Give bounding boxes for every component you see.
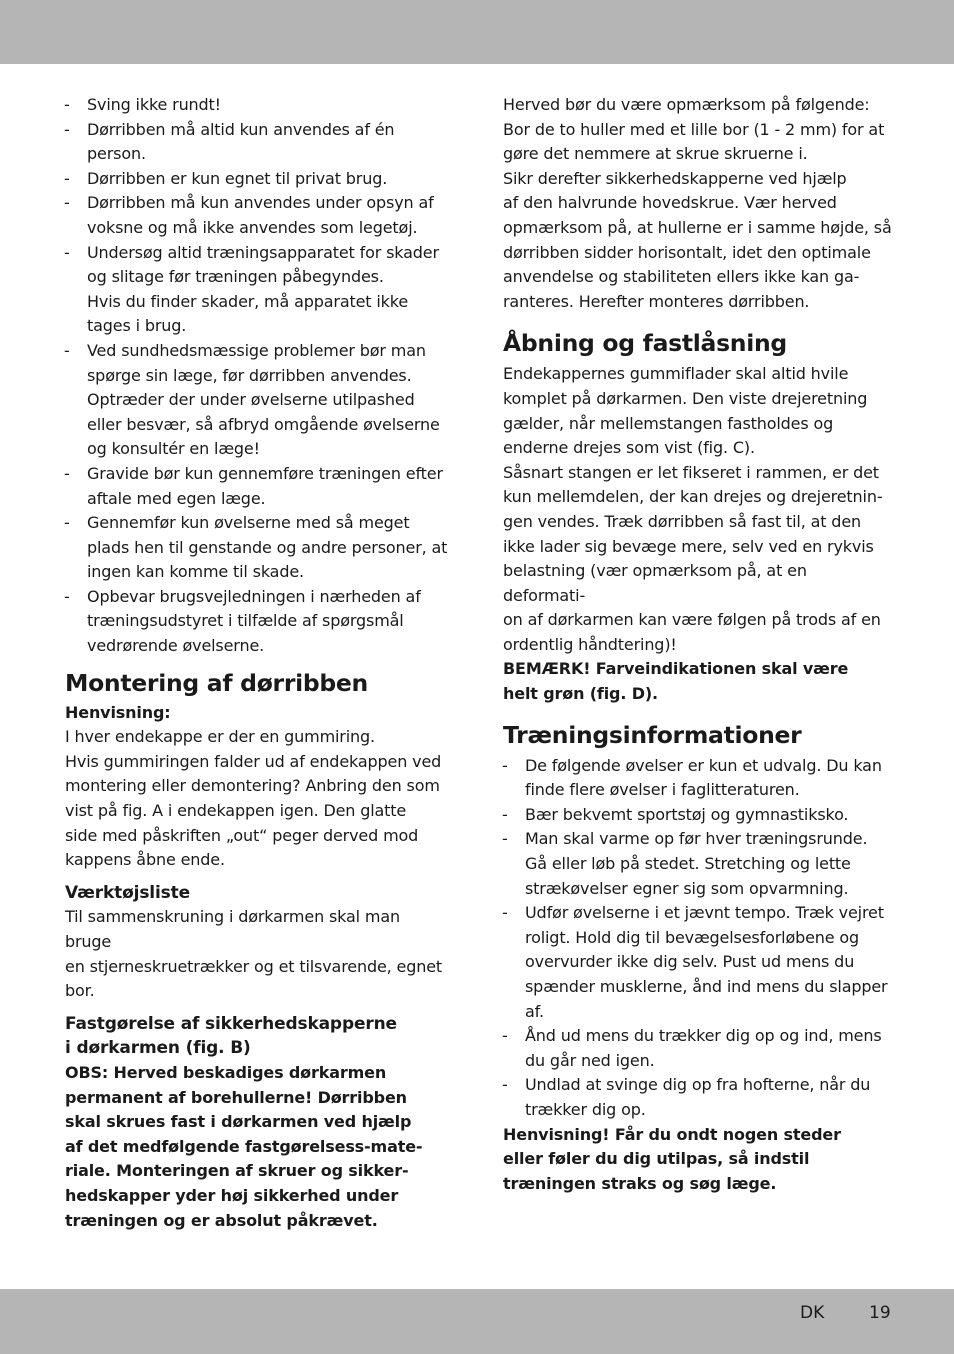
text-line: Såsnart stangen er let fikseret i rammen, er det (503, 462, 879, 482)
text-line: spænder musklerne, ånd ind mens du slapper (525, 977, 888, 996)
text-line: en stjerneskruetrækker og et tilsvarende, egnet (65, 956, 443, 976)
list-item (65, 585, 450, 659)
text-line: helt grøn (fig. D). (503, 684, 658, 704)
text-line: aftale med egen læge. (87, 488, 266, 508)
text-line: Fastgørelse af sikkerhedskapperne (65, 1013, 397, 1034)
text-line: ordentlig håndtering)! (503, 634, 677, 654)
list-item (65, 93, 450, 118)
text-line: eller føler du dig utilpas, så indstil (503, 1149, 810, 1169)
text-line: OBS: Herved beskadiges dørkarmen (65, 1062, 387, 1082)
text-line: af. (525, 1001, 544, 1021)
text-line: strækøvelser egner sig som opvarmning. (525, 878, 849, 898)
text-line: roligt. Hold dig til bevægelsesforløbene og (525, 927, 860, 947)
traening-list (503, 754, 893, 1123)
list-item (65, 511, 450, 585)
text-line: og konsultér en læge! (87, 439, 260, 459)
text-line: Udfør øvelserne i et jævnt tempo. Træk vejret (525, 903, 884, 923)
list-item (503, 827, 893, 901)
text-line: Hvis gummiringen falder ud af endekappen ved (65, 751, 442, 771)
text-line: vedrørende øvelserne. (87, 636, 265, 656)
text-line: Dørribben må kun anvendes under opsyn af (87, 193, 434, 213)
text-line: af den halvrunde hovedskrue. Vær herved (503, 193, 837, 213)
text-line: anvendelse og stabiliteten ellers ikke kan ga- (503, 267, 860, 287)
text-line: side med påskriften „out“ peger derved mod (65, 825, 419, 845)
text-line: tages i brug. (87, 316, 187, 336)
text-line: og slitage før træningen påbegyndes. (87, 267, 384, 287)
henvisning-text (65, 725, 450, 873)
text-line: Optræder der under øvelserne utilpashed (87, 390, 415, 410)
text-line: Sving ikke rundt! (87, 95, 221, 114)
text-line: finde flere øvelser i faglitteraturen. (525, 780, 800, 800)
text-line: on af dørkarmen kan være følgen på trods af en (503, 610, 881, 630)
text-line: I hver endekappe er der en gummiring. (65, 727, 375, 747)
intro-text (503, 93, 893, 314)
text-line: Bær bekvemt sportstøj og gymnastiksko. (525, 804, 849, 824)
text-line: BEMÆRK! Farveindikationen skal være (503, 659, 849, 679)
text-line: Ånd ud mens du trækker dig op og ind, mens (525, 1026, 882, 1046)
text-line: Dørribben må altid kun anvendes af én (87, 119, 395, 139)
henvisning-warning (503, 1123, 893, 1197)
text-line: gen vendes. Træk dørribben så fast til, at den (503, 511, 861, 531)
traening-heading: Træningsinformationer (503, 720, 802, 749)
list-item (503, 1024, 893, 1073)
text-line: skal skrues fast i dørkarmen ved hjælp (65, 1112, 412, 1132)
text-line: belastning (vær opmærksom på, at en deformati- (503, 561, 807, 605)
text-line: vist på fig. A i endekappen igen. Den glatte (65, 801, 407, 821)
list-item (503, 754, 893, 803)
left-column (65, 93, 450, 1233)
obs-warning (65, 1061, 450, 1233)
text-line: Endekappernes gummiflader skal altid hvile (503, 364, 849, 384)
list-item (503, 803, 893, 828)
text-line: af det medfølgende fastgørelsess-mate- (65, 1136, 423, 1156)
text-line: ikke lader sig bevæge mere, selv ved en rykvis (503, 536, 874, 556)
language-code: DK (800, 1303, 825, 1323)
list-item (503, 901, 893, 1024)
text-line: bor. (65, 981, 95, 1001)
bemaerk-note (503, 657, 893, 706)
text-line: træningsudstyret i tilfælde af spørgsmål (87, 611, 404, 631)
text-line: Hvis du finder skader, må apparatet ikke (87, 291, 409, 311)
text-line: kun mellemdelen, der kan drejes og drejeretnin- (503, 487, 883, 507)
text-line: riale. Monteringen af skruer og sikker- (65, 1161, 409, 1181)
text-line: Til sammenskruning i dørkarmen skal man bruge (65, 907, 400, 951)
text-line: spørge sin læge, før dørribben anvendes. (87, 365, 412, 385)
fastgorelse-heading (65, 1012, 450, 1061)
list-item (65, 339, 450, 462)
text-line: Bor de to huller med et lille bor (1 - 2 mm) for at (503, 119, 885, 139)
text-line: træningen og er absolut påkrævet. (65, 1210, 378, 1230)
text-line: trækker dig op. (525, 1099, 646, 1119)
header-band (0, 0, 954, 64)
text-line: gælder, når mellemstangen fastholdes og (503, 413, 834, 433)
text-line: Undlad at svinge dig op fra hofterne, når du (525, 1075, 871, 1095)
list-item (503, 1073, 893, 1122)
text-line: Dørribben er kun egnet til privat brug. (87, 168, 388, 188)
text-line: Sikr derefter sikkerhedskapperne ved hjælp (503, 168, 847, 188)
text-line: gøre det nemmere at skrue skruerne i. (503, 144, 808, 164)
list-item (65, 167, 450, 192)
text-line: person. (87, 144, 146, 164)
vaerktoj-heading: Værktøjsliste (65, 882, 190, 903)
text-line: eller besvær, så afbryd omgående øvelserne (87, 414, 440, 434)
henvisning-label: Henvisning: (65, 702, 171, 722)
text-line: træningen straks og søg læge. (503, 1173, 777, 1193)
text-line: kappens åbne ende. (65, 850, 225, 870)
list-item (65, 241, 450, 339)
text-line: enderne drejes som vist (fig. C). (503, 438, 755, 458)
list-item (65, 191, 450, 240)
text-line: hedskapper yder høj sikkerhed under (65, 1185, 399, 1205)
vaerktoj-text (65, 905, 450, 1003)
text-line: ingen kan komme til skade. (87, 562, 304, 582)
list-item (65, 118, 450, 167)
text-line: Herved bør du være opmærksom på følgende: (503, 95, 870, 114)
text-line: voksne og må ikke anvendes som legetøj. (87, 217, 418, 237)
abning-text (503, 362, 893, 657)
text-line: plads hen til genstande og andre personer, at (87, 537, 448, 557)
text-line: Ved sundhedsmæssige problemer bør man (87, 340, 426, 360)
text-line: komplet på dørkarmen. Den viste drejeretning (503, 388, 868, 408)
safety-list (65, 93, 450, 659)
text-line: Gå eller løb på stedet. Stretching og lette (525, 854, 851, 874)
text-line: ranteres. Herefter monteres dørribben. (503, 291, 810, 311)
page-number: 19 (869, 1303, 891, 1323)
text-line: montering eller demontering? Anbring den som (65, 776, 440, 796)
text-line: Undersøg altid træningsapparatet for skader (87, 242, 439, 262)
text-line: Gennemfør kun øvelserne med så meget (87, 513, 410, 533)
text-line: permanent af borehullerne! Dørribben (65, 1087, 407, 1107)
text-line: Man skal varme op før hver træningsrunde. (525, 829, 868, 849)
text-line: Gravide bør kun gennemføre træningen efter (87, 463, 443, 483)
text-line: opmærksom på, at hullerne er i samme højde, så (503, 217, 892, 237)
text-line: dørribben sidder horisontalt, idet den optimale (503, 242, 871, 262)
text-line: i dørkarmen (fig. B) (65, 1038, 251, 1059)
list-item (65, 462, 450, 511)
right-column (503, 93, 893, 1196)
montering-heading: Montering af dørribben (65, 668, 368, 697)
text-line: Henvisning! Får du ondt nogen steder (503, 1124, 841, 1144)
text-line: overvurder ikke dig selv. Pust ud mens du (525, 952, 855, 972)
abning-heading: Åbning og fastlåsning (503, 329, 787, 358)
text-line: du går ned igen. (525, 1050, 655, 1070)
text-line: Opbevar brugsvejledningen i nærheden af (87, 586, 421, 606)
text-line: De følgende øvelser er kun et udvalg. Du kan (525, 755, 882, 775)
